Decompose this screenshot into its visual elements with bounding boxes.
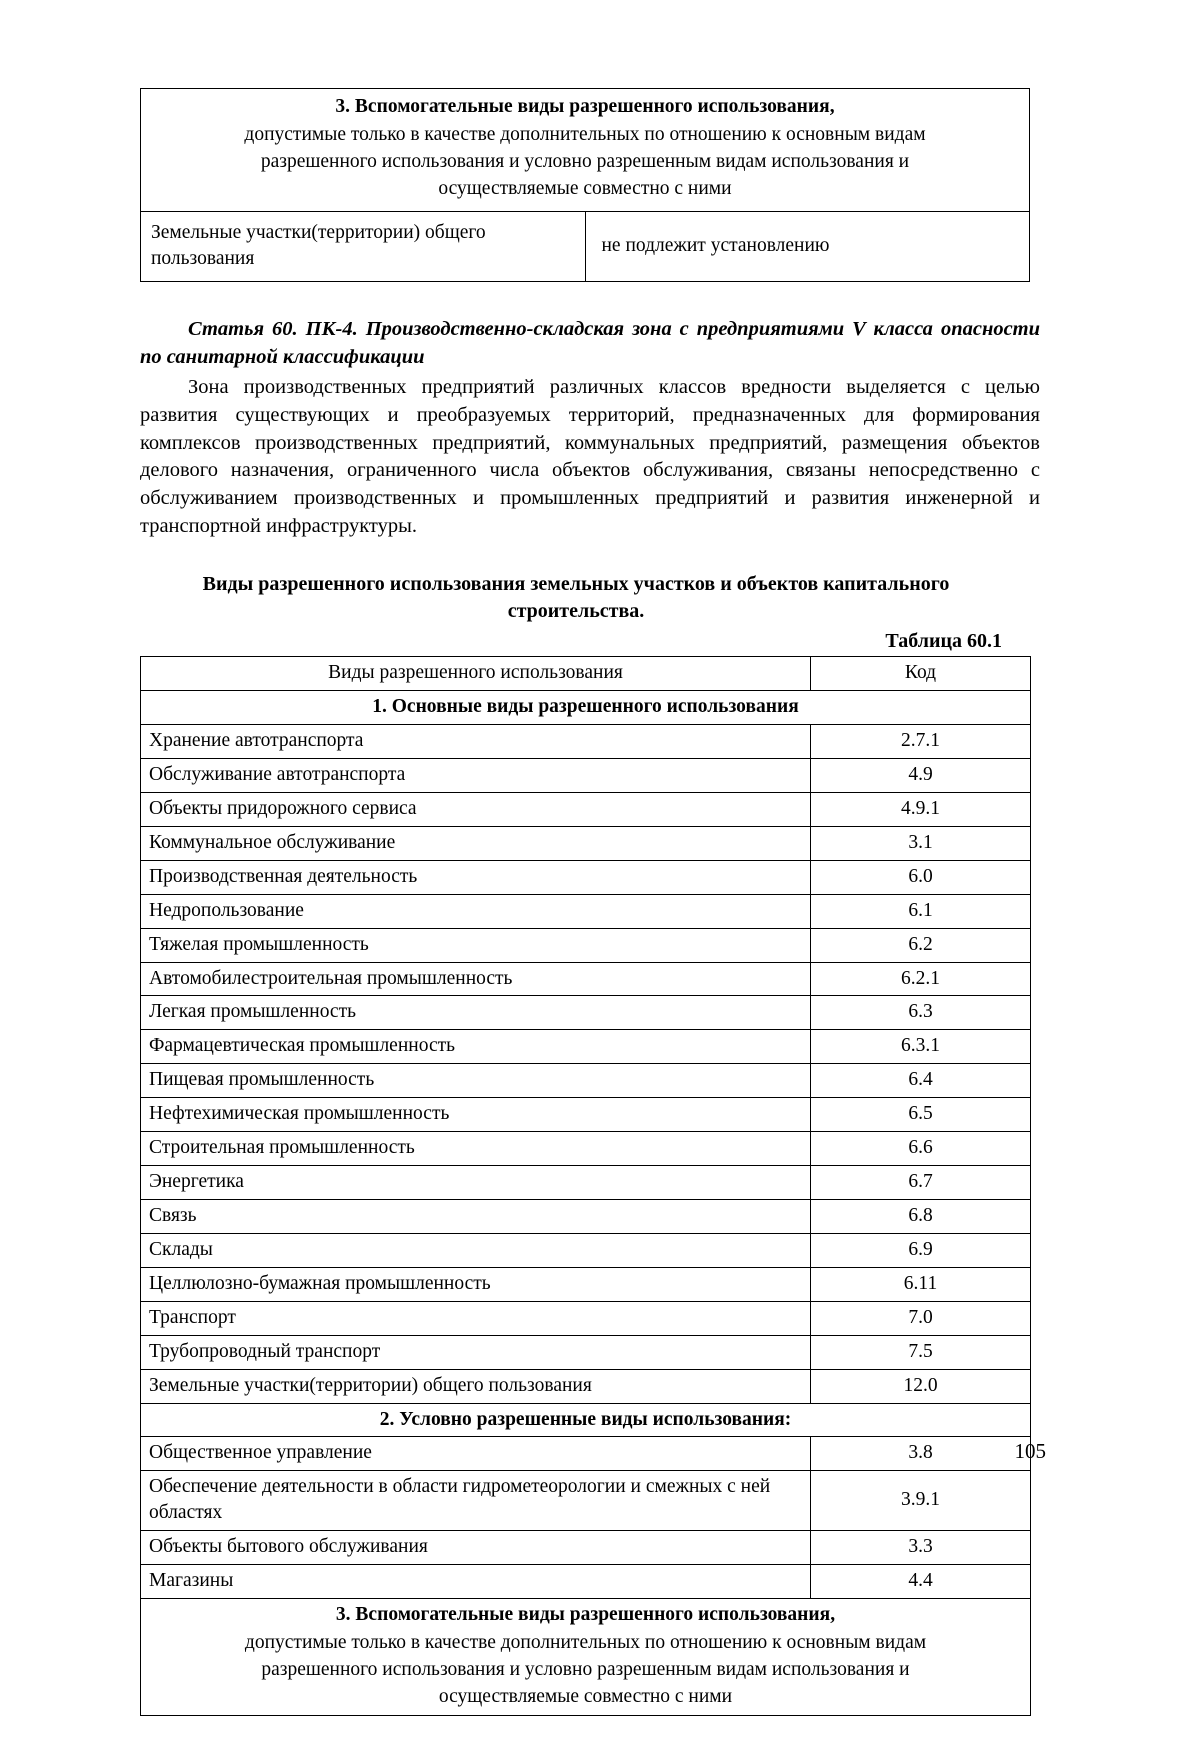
- use-type-cell: Общественное управление: [141, 1437, 811, 1471]
- article-heading-line-2: опасности по санитарной классификации: [140, 318, 1041, 369]
- permitted-uses-table-body: [141, 657, 1031, 1715]
- table-row: [141, 826, 1031, 860]
- auxiliary-uses-subtitle-line-3-bottom: осуществляемые совместно с ними: [438, 1685, 733, 1707]
- table-section-row: [141, 1599, 1031, 1716]
- code-cell: 6.3.1: [811, 1030, 1031, 1064]
- use-type-cell: Автомобилестроительная промышленность: [141, 962, 811, 996]
- use-type-cell: Транспорт: [141, 1301, 811, 1335]
- auxiliary-uses-subtitle-line-3-top: осуществляемые совместно с ними: [438, 177, 732, 199]
- main-table-caption-line-2: строительства.: [507, 599, 645, 622]
- table-row: [141, 1098, 1031, 1132]
- table-row: [141, 1132, 1031, 1166]
- use-type-cell: Трубопроводный транспорт: [141, 1335, 811, 1369]
- use-type-cell: Объекты бытового обслуживания: [141, 1531, 811, 1565]
- auxiliary-uses-title-bottom: 3. Вспомогательные виды разрешенного использования,: [335, 1604, 836, 1626]
- code-cell: 3.9.1: [811, 1471, 1031, 1531]
- code-cell: 12.0: [811, 1369, 1031, 1403]
- table-row: [141, 89, 1030, 212]
- column-header-code: Код: [811, 657, 1031, 691]
- use-type-cell: Земельные участки(территории) общего пользования: [141, 1369, 811, 1403]
- code-cell: 3.8: [811, 1437, 1031, 1471]
- top-row-value-cell: не подлежит установлению: [585, 211, 1030, 282]
- code-cell: 6.5: [811, 1098, 1031, 1132]
- use-type-cell: Магазины: [141, 1565, 811, 1599]
- section-title-primary-uses: 1. Основные виды разрешенного использования: [141, 691, 1031, 725]
- table-row: [141, 1233, 1031, 1267]
- auxiliary-uses-banner-top: [141, 89, 1030, 212]
- code-cell: 6.8: [811, 1200, 1031, 1234]
- table-row: [141, 996, 1031, 1030]
- section-title-auxiliary-uses: [141, 1599, 1031, 1716]
- use-type-cell: Объекты придорожного сервиса: [141, 792, 811, 826]
- auxiliary-uses-subtitle-line-1-top: допустимые только в качестве дополнительных по отношению к основным видам: [244, 123, 926, 145]
- main-table-caption-line-1: Виды разрешенного использования земельных участков и объектов капитального: [202, 573, 950, 596]
- auxiliary-uses-subtitle-line-1-bottom: допустимые только в качестве дополнительных по отношению к основным видам: [244, 1632, 927, 1653]
- table-row: [141, 894, 1031, 928]
- code-cell: 6.7: [811, 1166, 1031, 1200]
- table-row: [141, 1200, 1031, 1234]
- table-row: [141, 1030, 1031, 1064]
- article-body-paragraph: Зона производственных предприятий различных классов вредности выделяется с целью развития существующих и преобразуемых территорий, предназначенных для формирования комплексов производственных предприятий, коммунальных предприятий, размещения объектов делового назначения, ограниченного числа объектов обслуживания, связаны непосредственно с обслуживанием производственных и промышленных предприятий и развития инженерной и транспортной инфраструктуры.: [140, 375, 1040, 538]
- code-cell: 6.3: [811, 996, 1031, 1030]
- code-cell: 3.1: [811, 826, 1031, 860]
- auxiliary-uses-subtitle-line-2-top: разрешенного использования и условно разрешенным видам использования и: [260, 150, 910, 172]
- top-row-name-cell: Земельные участки(территории) общего пользования: [141, 211, 586, 282]
- code-cell: 6.11: [811, 1267, 1031, 1301]
- code-cell: 3.3: [811, 1531, 1031, 1565]
- column-header-use-type: Виды разрешенного использования: [141, 657, 811, 691]
- use-type-cell: Недропользование: [141, 894, 811, 928]
- code-cell: 7.5: [811, 1335, 1031, 1369]
- use-type-cell: Целлюлозно-бумажная промышленность: [141, 1267, 811, 1301]
- use-type-cell: Обеспечение деятельности в области гидрометеорологии и смежных с ней областях: [141, 1471, 811, 1531]
- code-cell: 6.2.1: [811, 962, 1031, 996]
- main-table-number: Таблица 60.1: [885, 630, 1002, 653]
- main-table-caption: [174, 571, 978, 624]
- table-section-row: [141, 691, 1031, 725]
- code-cell: 7.0: [811, 1301, 1031, 1335]
- article-heading: [140, 316, 1040, 371]
- table-row: [141, 759, 1031, 793]
- use-type-cell: Связь: [141, 1200, 811, 1234]
- table-row: [141, 962, 1031, 996]
- use-type-cell: Легкая промышленность: [141, 996, 811, 1030]
- use-type-cell: Тяжелая промышленность: [141, 928, 811, 962]
- code-cell: 6.4: [811, 1064, 1031, 1098]
- permitted-uses-table: [140, 656, 1031, 1715]
- use-type-cell: Пищевая промышленность: [141, 1064, 811, 1098]
- code-cell: 2.7.1: [811, 725, 1031, 759]
- use-type-cell: Коммунальное обслуживание: [141, 826, 811, 860]
- table-row: [141, 1369, 1031, 1403]
- use-type-cell: Энергетика: [141, 1166, 811, 1200]
- use-type-cell: Производственная деятельность: [141, 860, 811, 894]
- table-row: [141, 1565, 1031, 1599]
- table-section-row: [141, 1403, 1031, 1437]
- code-cell: 6.9: [811, 1233, 1031, 1267]
- code-cell: 6.1: [811, 894, 1031, 928]
- table-row: [141, 1531, 1031, 1565]
- use-type-cell: Нефтехимическая промышленность: [141, 1098, 811, 1132]
- table-row: [141, 1437, 1031, 1471]
- code-cell: 6.0: [811, 860, 1031, 894]
- use-type-cell: Обслуживание автотранспорта: [141, 759, 811, 793]
- code-cell: 4.4: [811, 1565, 1031, 1599]
- page-number: 105: [1014, 1439, 1046, 1463]
- table-row: [141, 211, 1030, 282]
- table-row: [141, 860, 1031, 894]
- section-title-conditional-uses: 2. Условно разрешенные виды использования:: [141, 1403, 1031, 1437]
- table-row: [141, 1064, 1031, 1098]
- top-continuation-table: [140, 88, 1030, 282]
- table-row: [141, 928, 1031, 962]
- use-type-cell: Склады: [141, 1233, 811, 1267]
- code-cell: 4.9: [811, 759, 1031, 793]
- table-row: [141, 792, 1031, 826]
- use-type-cell: Хранение автотранспорта: [141, 725, 811, 759]
- table-row: [141, 725, 1031, 759]
- table-row: [141, 1267, 1031, 1301]
- table-row: [141, 1335, 1031, 1369]
- table-row: [141, 1471, 1031, 1531]
- table-row: [141, 1301, 1031, 1335]
- auxiliary-uses-subtitle-line-2-bottom: разрешенного использования и условно разрешенным видам использования и: [261, 1658, 910, 1680]
- code-cell: 4.9.1: [811, 792, 1031, 826]
- table-header-row: [141, 657, 1031, 691]
- article-heading-line-1: Статья 60. ПК-4. Производственно-складская зона с предприятиями V класса: [188, 318, 933, 341]
- auxiliary-uses-title-top: 3. Вспомогательные виды разрешенного использования,: [335, 96, 835, 117]
- table-row: [141, 1166, 1031, 1200]
- use-type-cell: Строительная промышленность: [141, 1132, 811, 1166]
- code-cell: 6.2: [811, 928, 1031, 962]
- use-type-cell: Фармацевтическая промышленность: [141, 1030, 811, 1064]
- code-cell: 6.6: [811, 1132, 1031, 1166]
